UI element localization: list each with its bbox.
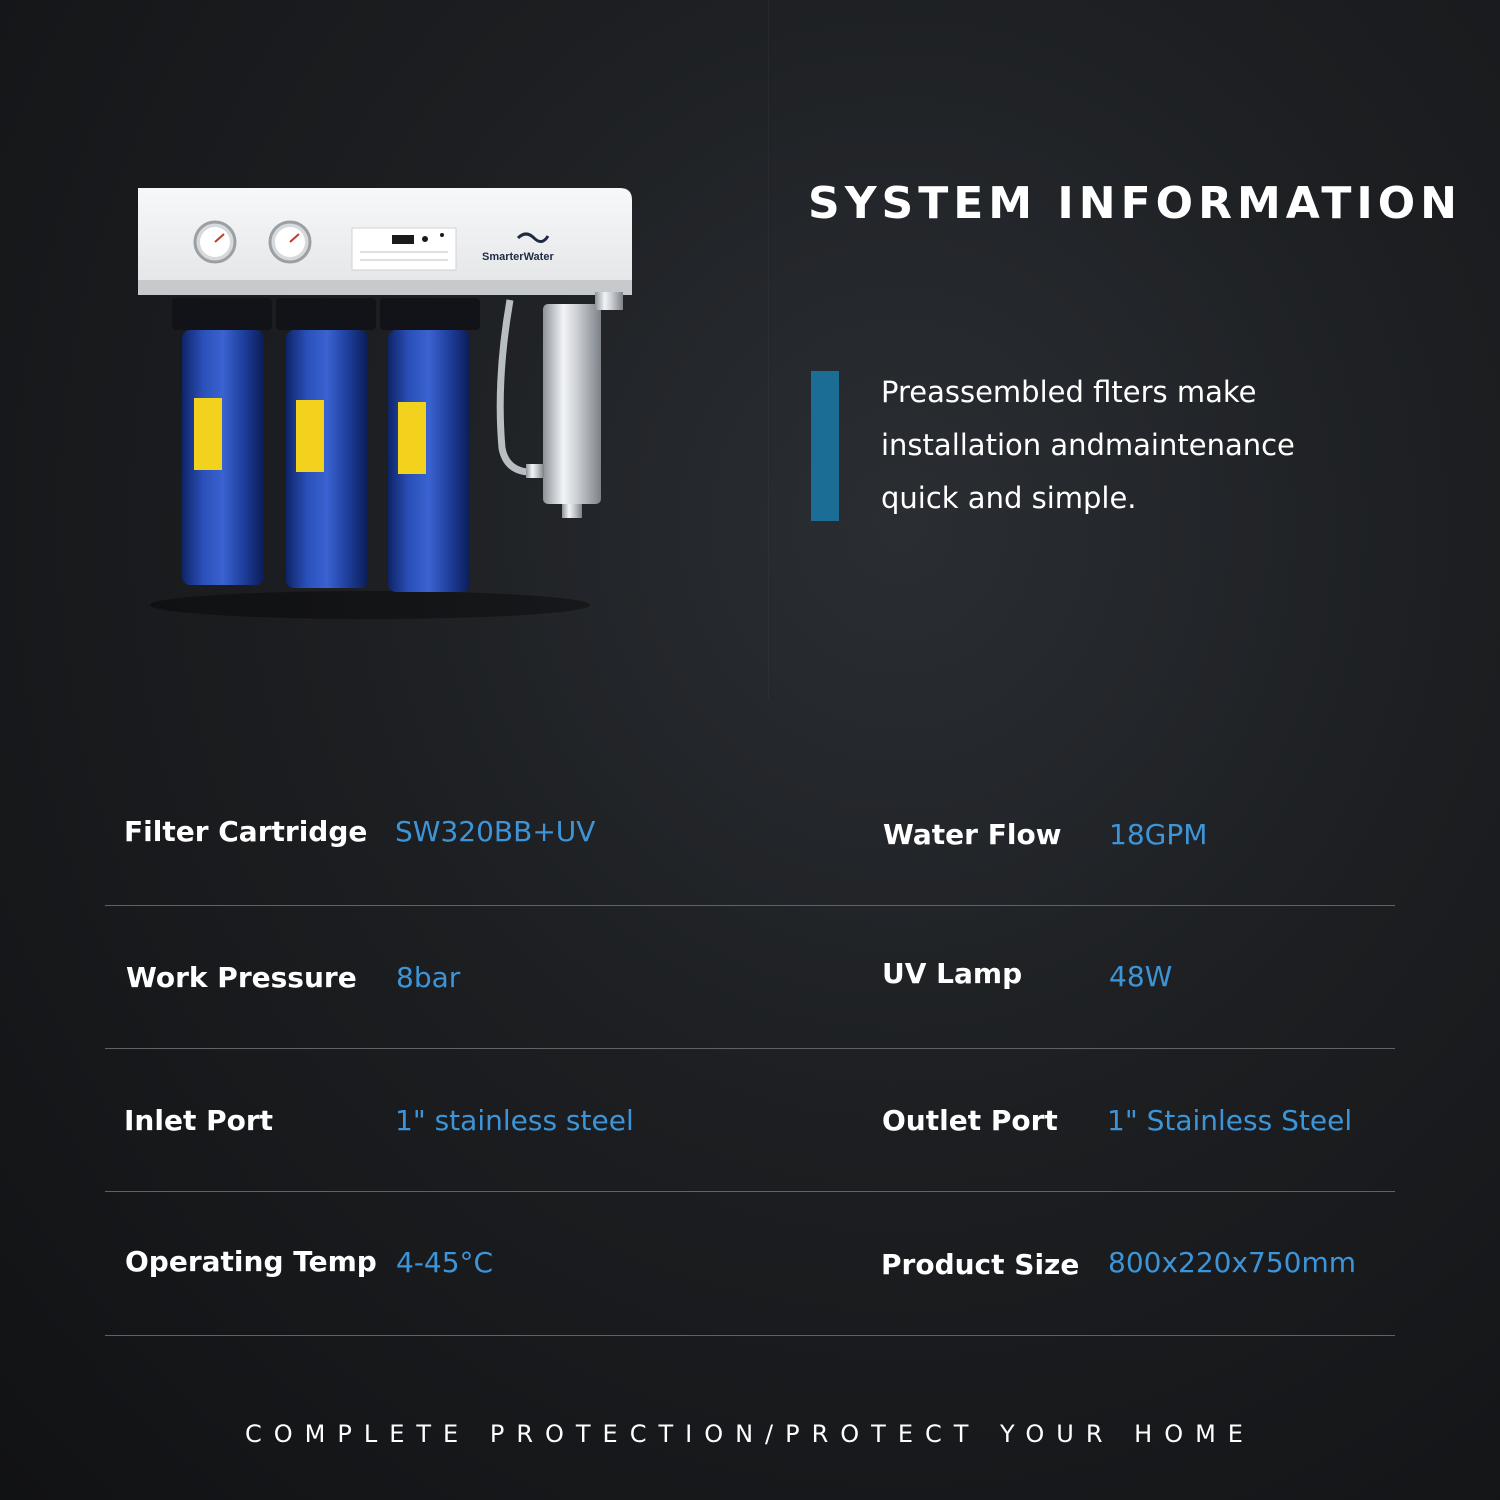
filter-housing-3 [380, 298, 480, 592]
spec-label-water-flow: Water Flow [883, 818, 1062, 851]
spec-value-operating-temp: 4-45°C [396, 1246, 494, 1279]
spec-value-inlet-port: 1" stainless steel [395, 1104, 634, 1137]
intro-line: Preassembled flters make [881, 375, 1257, 409]
brand-logo-text: SmarterWater [482, 251, 554, 263]
water-filter-system-image [130, 180, 650, 620]
braided-hose [500, 300, 528, 472]
uv-sterilizer-chamber [526, 292, 623, 518]
spec-value-uv-lamp: 48W [1109, 960, 1173, 993]
footer-tagline: COMPLETE PROTECTION/PROTECT YOUR HOME [245, 1420, 1255, 1448]
intro-line: installation andmaintenance [881, 428, 1295, 462]
spec-row [105, 1193, 1395, 1336]
spec-label-filter-cartridge: Filter Cartridge [124, 815, 368, 848]
filter-housing-2 [276, 298, 376, 588]
spec-label-outlet-port: Outlet Port [882, 1104, 1058, 1137]
background-seam [768, 0, 769, 700]
page-title: SYSTEM INFORMATION [808, 178, 1462, 229]
spec-label-inlet-port: Inlet Port [124, 1104, 274, 1137]
spec-value-filter-cartridge: SW320BB+UV [395, 815, 596, 848]
spec-label-product-size: Product Size [881, 1248, 1080, 1281]
spec-row [105, 763, 1395, 906]
spec-value-work-pressure: 8bar [396, 961, 461, 994]
spec-label-operating-temp: Operating Temp [125, 1245, 377, 1278]
spec-label-uv-lamp: UV Lamp [882, 957, 1023, 990]
spec-row [105, 1049, 1395, 1192]
spec-value-water-flow: 18GPM [1109, 818, 1208, 851]
row-divider [105, 1191, 1395, 1192]
pressure-gauge-2 [270, 222, 310, 262]
spec-value-product-size: 800x220x750mm [1108, 1246, 1357, 1279]
spec-value-outlet-port: 1" Stainless Steel [1107, 1104, 1353, 1137]
intro-description [881, 366, 1401, 525]
spec-label-work-pressure: Work Pressure [126, 961, 357, 994]
intro-line: quick and simple. [881, 481, 1137, 515]
accent-bar [811, 371, 839, 521]
row-divider [105, 1335, 1395, 1336]
filter-housing-1 [172, 298, 272, 585]
pressure-gauge-1 [195, 222, 235, 262]
spec-row [105, 906, 1395, 1049]
